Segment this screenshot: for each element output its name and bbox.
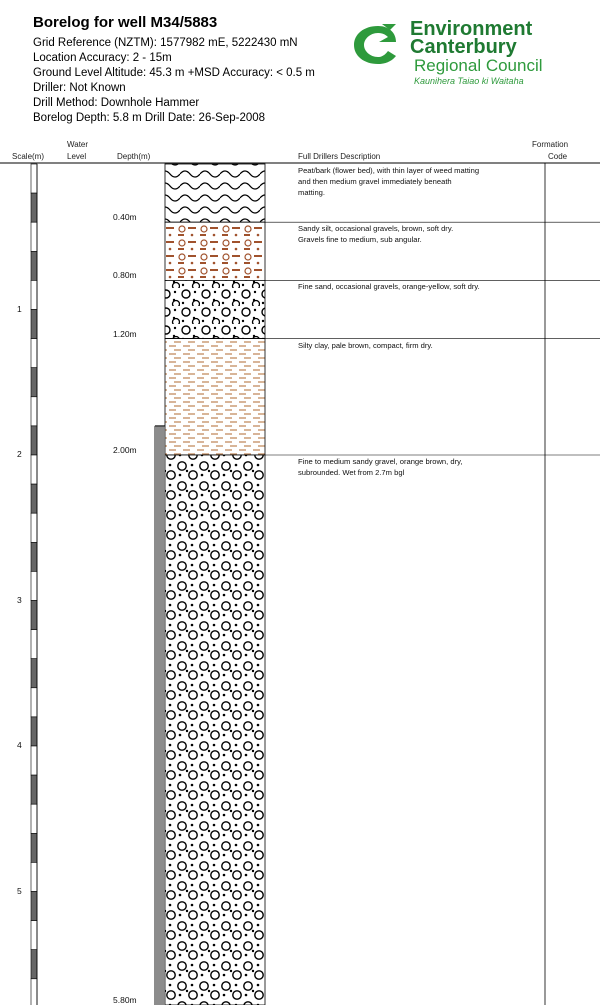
scale-label: 5 xyxy=(17,885,22,896)
depth-label: 0.40m xyxy=(113,212,137,223)
scale-segment xyxy=(31,513,37,542)
col-header-formation: Formation xyxy=(532,140,569,149)
scale-segment xyxy=(31,862,37,891)
scale-segment xyxy=(31,571,37,600)
water-level-column xyxy=(155,426,165,1005)
scale-segment xyxy=(31,222,37,251)
logo-line-2: Canterbury xyxy=(410,36,517,58)
scale-segment xyxy=(31,601,37,630)
scale-segment xyxy=(31,630,37,659)
lithology-layer-silty-clay xyxy=(165,339,265,455)
scale-segment xyxy=(31,921,37,950)
scale-segment xyxy=(31,775,37,804)
scale-segment xyxy=(31,659,37,688)
layer-description: Peat/bark (flower bed), with thin layer of weed matting and then medium gravel immediately beneath matting. xyxy=(298,166,480,197)
scale-segment xyxy=(31,397,37,426)
depth-label: 5.80m xyxy=(113,995,137,1005)
logo-line-1: Environment xyxy=(410,18,533,40)
scale-segment xyxy=(31,804,37,833)
scale-label: 4 xyxy=(17,740,22,750)
scale-segment xyxy=(31,688,37,717)
layer-description: Sandy silt, occasional gravels, brown, soft dry. Gravels fine to medium, sub angular. xyxy=(298,224,454,245)
lithology-layer-sandy-silt-gravel xyxy=(165,222,265,280)
logo-line-3: Regional Council xyxy=(414,56,543,75)
driller: Driller: Not Known xyxy=(33,82,126,94)
lithology-layer-sand-gravel xyxy=(165,280,265,338)
depth-scale-bar xyxy=(31,164,37,1005)
scale-label: 3 xyxy=(17,594,22,605)
col-header-description: Full Drillers Description xyxy=(298,152,381,161)
col-header-water: Water xyxy=(67,140,89,149)
col-header-depth: Depth(m) xyxy=(117,152,151,161)
depth-label: 0.80m xyxy=(113,270,137,281)
borelog-depth-drill-date: Borelog Depth: 5.8 m Drill Date: 26-Sep-2008 xyxy=(33,112,266,124)
scale-segment xyxy=(31,251,37,280)
layer-description: Fine to medium sandy gravel, orange brown, dry, subrounded. Wet from 2.7m bgl xyxy=(298,457,463,477)
ground-level-altitude: Ground Level Altitude: 45.3 m +MSD Accuracy: < 0.5 m xyxy=(33,67,315,79)
scale-segment xyxy=(31,484,37,513)
scale-segment xyxy=(31,455,37,484)
logo-tagline: Kaunihera Taiao ki Waitaha xyxy=(414,76,524,86)
col-header-level: Level xyxy=(67,152,87,161)
layer-description: Fine sand, occasional gravels, orange-yellow, soft dry. xyxy=(298,282,480,292)
layer-description: Silty clay, pale brown, compact, firm dry. xyxy=(298,340,433,350)
scale-segment xyxy=(31,717,37,746)
lithology-layer-peat xyxy=(165,164,265,222)
page-title: Borelog for well M34/5883 xyxy=(33,14,218,31)
drill-method: Drill Method: Downhole Hammer xyxy=(33,97,200,109)
location-accuracy: Location Accuracy: 2 - 15m xyxy=(33,52,172,64)
scale-segment xyxy=(31,164,37,193)
scale-segment xyxy=(31,310,37,339)
col-header-scale: Scale(m) xyxy=(12,152,45,161)
scale-segment xyxy=(31,950,37,979)
scale-segment xyxy=(31,979,37,1005)
scale-segment xyxy=(31,746,37,775)
scale-segment xyxy=(31,280,37,309)
scale-label: 1 xyxy=(17,303,22,314)
depth-label: 1.20m xyxy=(113,328,137,339)
col-header-code: Code xyxy=(548,152,568,161)
scale-segment xyxy=(31,892,37,921)
scale-segment xyxy=(31,339,37,368)
depth-label: 2.00m xyxy=(113,445,137,455)
scale-segment xyxy=(31,833,37,862)
scale-segment xyxy=(31,368,37,397)
scale-segment xyxy=(31,426,37,455)
scale-segment xyxy=(31,542,37,571)
scale-segment xyxy=(31,193,37,222)
grid-reference: Grid Reference (NZTM): 1577982 mE, 5222430 mN xyxy=(33,37,298,49)
scale-label: 2 xyxy=(17,449,22,459)
lithology-layer-gravel xyxy=(165,455,265,1005)
